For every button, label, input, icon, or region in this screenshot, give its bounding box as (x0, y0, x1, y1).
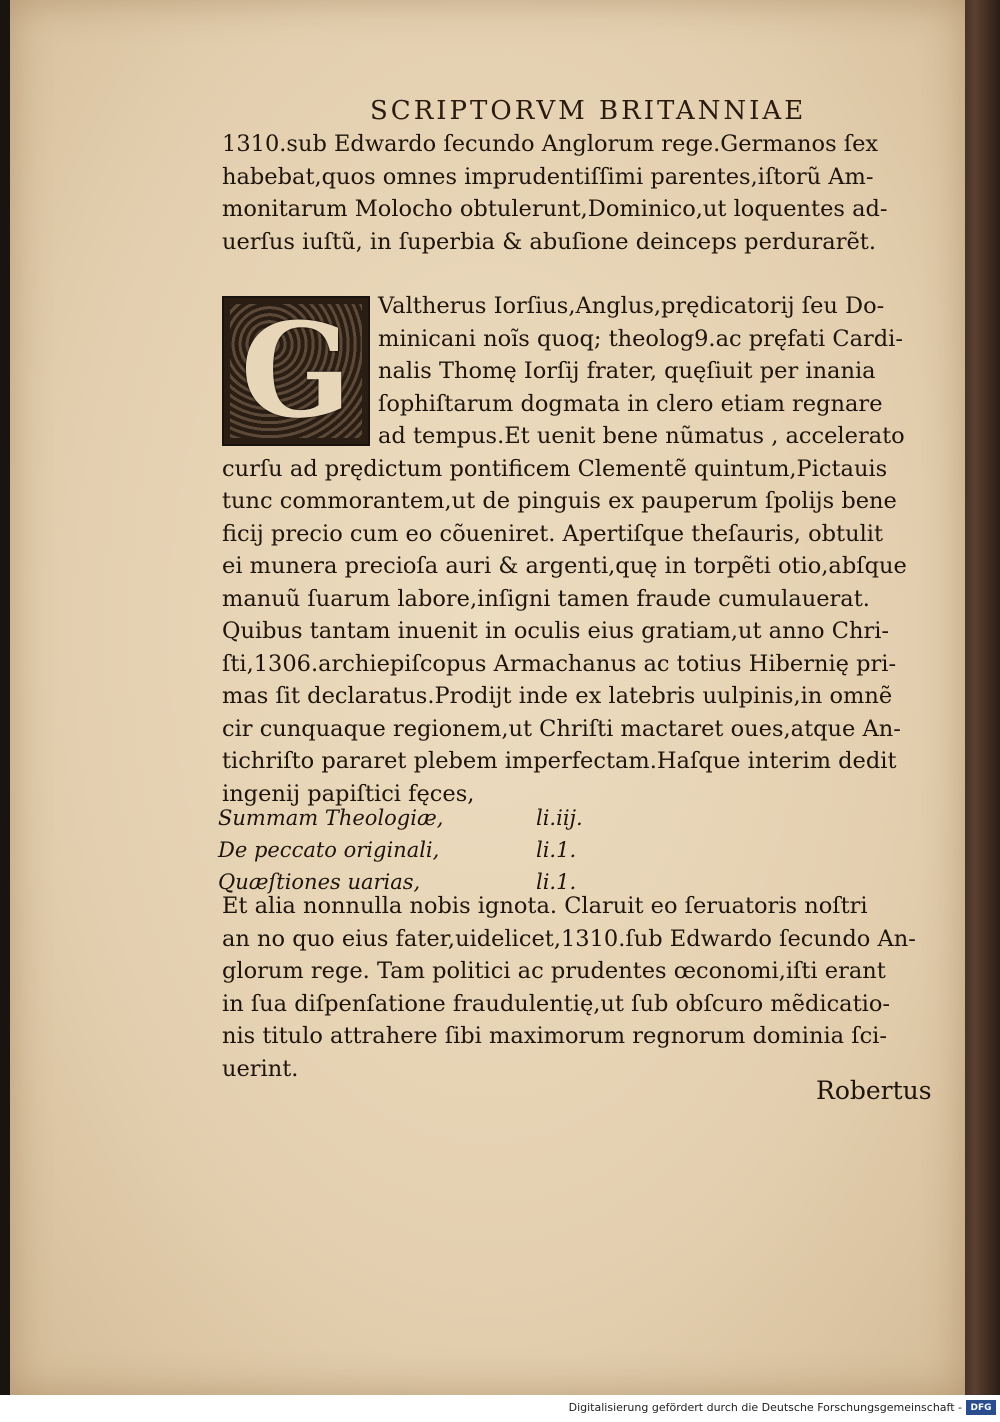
dfg-logo: DFG (966, 1400, 996, 1415)
digitization-footer (0, 1395, 1000, 1422)
work-entry (218, 802, 718, 834)
text-line: ingenij papiſtici fęces, (222, 780, 475, 807)
text-line: nis titulo attrahere ſibi maximorum regnorum dominia ſci- (222, 1023, 887, 1049)
paragraph-3 (222, 890, 952, 1085)
text-line: monitarum Molocho obtulerunt,Dominico,ut loquentes ad- (222, 196, 888, 222)
work-books: li.1. (536, 838, 577, 862)
works-list (218, 802, 718, 898)
text-line: Et alia nonnulla nobis ignota. Claruit eo ſeruatoris noſtri (222, 893, 868, 919)
initial-letter: G (240, 296, 352, 446)
text-line: ficij precio cum eo cõueniret. Apertiſque theſauris, obtulit (222, 520, 884, 547)
work-entry (218, 834, 718, 866)
text-line: an no quo eius fater,uidelicet,1310.ſub Edwardo ſecundo An- (222, 925, 916, 952)
running-header: SCRIPTORVM BRITANNIAE (370, 96, 807, 126)
text-line: cir cunquaque regionem,ut Chriſti mactaret oues,atque An- (222, 715, 901, 742)
text-line: uerſus iuſtũ, in ſuperbia & abuſione deinceps perdurarẽt. (222, 228, 876, 255)
text-line: minicani noĩs quoq; theolog9.ac pręfati Cardi- (378, 325, 903, 352)
text-line: tunc commorantem,ut de pinguis ex pauperum ſpolijs bene (222, 488, 897, 514)
text-line: nalis Thomę Iorſij frater, quęſiuit per inania (378, 358, 876, 384)
text-line: Quibus tantam inuenit in oculis eius gratiam,ut anno Chri- (222, 618, 890, 644)
work-title: De peccato originali, (218, 838, 440, 862)
work-title: Summam Theologiæ, (218, 806, 444, 830)
text-line: mas ſit declaratus.Prodijt inde ex latebris uulpinis,in omnẽ (222, 683, 893, 709)
text-line: Valtherus Iorſius,Anglus,prędicatorij ſeu Do- (378, 293, 885, 319)
paragraph-1 (222, 128, 952, 258)
text-line: ſophiſtarum dogmata in clero etiam regnare (378, 390, 883, 417)
text-line: uerint. (222, 1055, 299, 1082)
catchword: Robertus (816, 1076, 932, 1105)
work-books: li.iij. (536, 806, 583, 830)
text-line: in ſua diſpenſatione fraudulentię,ut ſub obſcuro mẽdicatio- (222, 990, 890, 1017)
text-line: glorum rege. Tam politici ac prudentes œconomi,iſti erant (222, 958, 886, 984)
text-line: ei munera precioſa auri & argenti,quę in torpẽti otio,abſque (222, 553, 907, 579)
text-line: 1310.sub Edwardo ſecundo Anglorum rege.Germanos ſex (222, 131, 879, 157)
paragraph-2 (222, 290, 952, 810)
text-line: curſu ad prędictum pontificem Clementẽ quintum,Pictauis (222, 455, 888, 482)
text-line: tichriſto pararet plebem imperfectam.Haſque interim dedit (222, 748, 897, 774)
text-line: ſti,1306.archiepiſcopus Armachanus ac totius Hibernię pri- (222, 650, 897, 677)
text-line: ad tempus.Et uenit bene nũmatus , accelerato (378, 423, 905, 449)
work-books: li.1. (536, 870, 577, 894)
funding-credit: Digitalisierung gefördert durch die Deutsche Forschungsgemeinschaft - (568, 1401, 962, 1414)
text-line: manuũ ſuarum labore,inſigni tamen fraude cumulauerat. (222, 585, 870, 612)
text-line: habebat,quos omnes imprudentiſſimi parentes,iſtorũ Am- (222, 163, 874, 190)
work-title: Quæſtiones uarias, (218, 870, 421, 894)
